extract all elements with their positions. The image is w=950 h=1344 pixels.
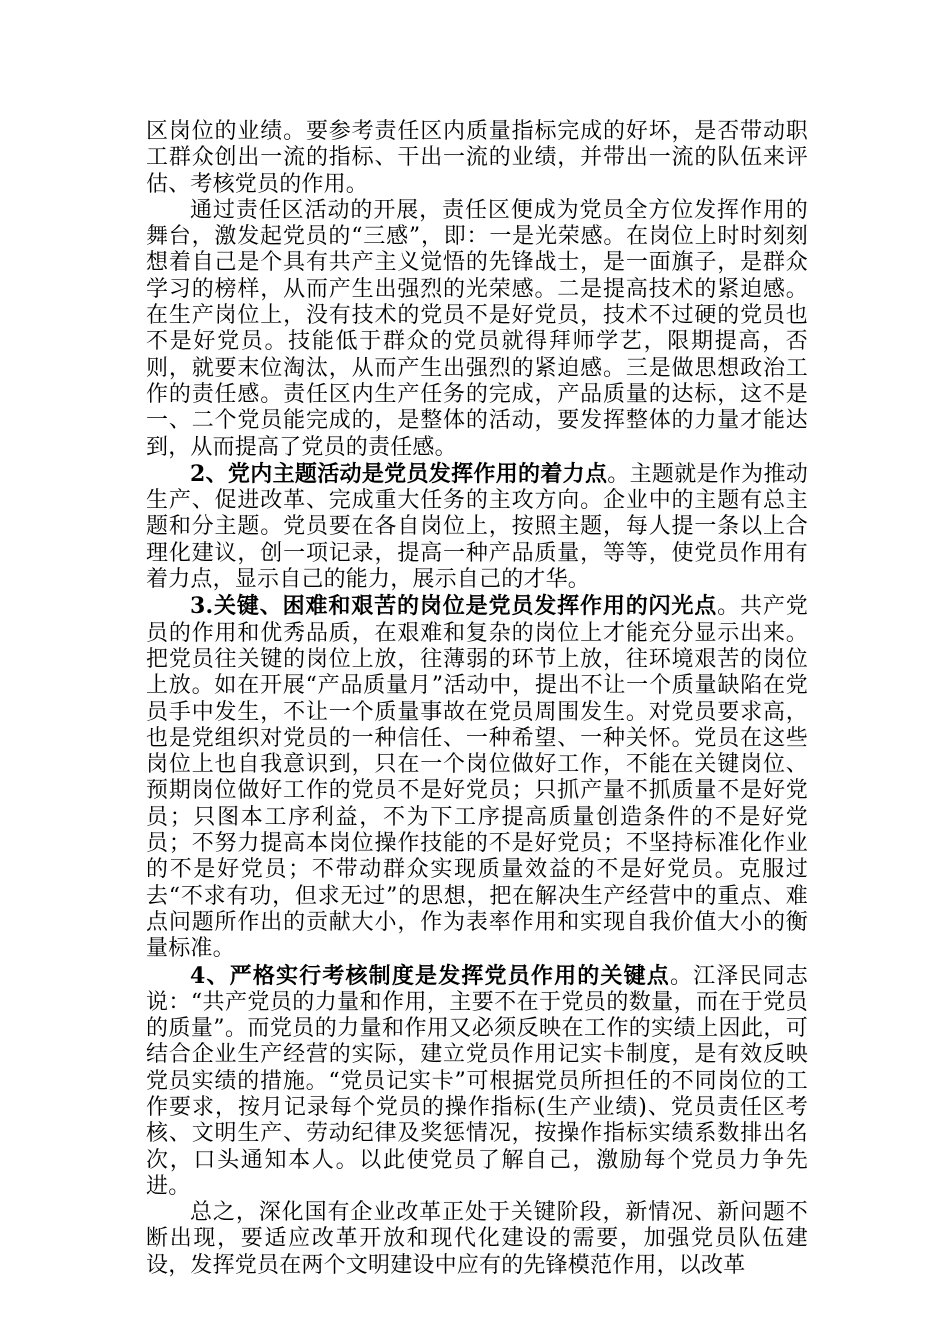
paragraph-1 [146,119,808,198]
paragraph-3-text: 。主题就是作为推动生产、促进改革、完成重大任务的主攻方向。企业中的主题有总主题和分主题。党员要在各自岗位上，按照主题，每人提一条以上合理化建议，创一项记录，提高一种产品质量，等等，使党员作用有着力点，显示自己的能力，展示自己的才华。 [146,461,808,593]
paragraph-6 [146,1200,808,1279]
paragraph-3-heading: 2、党内主题活动是党员发挥作用的着力点 [190,460,608,487]
paragraph-5 [146,963,808,1201]
paragraph-4-text: 。共产党员的作用和优秀品质，在艰难和复杂的岗位上才能充分显示出来。把党员往关键的岗位上放，往薄弱的环节上放，往环境艰苦的岗位上放。如在开展“产品质量月”活动中，提出不让一个质量缺陷在党员手中发生，不让一个质量事故在党员周围发生。对党员要求高，也是党组织对党员的一种信任、一种希望、一种关怀。党员在这些岗位上也自我意识到，只在一个岗位做好工作，不能在关键岗位、预期岗位做好工作的党员不是好党员；只抓产量不抓质量不是好党员；只图本工序利益，不为下工序提高质量创造条件的不是好党员；不努力提高本岗位操作技能的不是好党员；不坚持标准化作业的不是好党员；不带动群众实现质量效益的不是好党员。克服过去“不求有功，但求无过”的思想，把在解决生产经营中的重点、难点问题所作出的贡献大小，作为表率作用和实现自我价值大小的衡量标准。 [146,594,808,962]
paragraph-3 [146,461,808,593]
paragraph-5-text: 。江泽民同志说：“共产党员的力量和作用，主要不在于党员的数量，而在于党员的质量”。而党员的力量和作用又必须反映在工作的实绩上因此，可结合企业生产经营的实际，建立党员作用记实卡制度，是有效反映党员实绩的措施。“党员记实卡”可根据党员所担任的不同岗位的工作要求，按月记录每个党员的操作指标(生产业绩)、党员责任区考核、文明生产、劳动纪律及奖惩情况，按操作指标实绩系数排出名次，口头通知本人。以此使党员了解自己，激励每个党员力争先进。 [146,963,808,1199]
paragraph-2-text: 通过责任区活动的开展，责任区便成为党员全方位发挥作用的舞台，激发起党员的“三感”，即：一是光荣感。在岗位上时时刻刻想着自己是个具有共产主义觉悟的先锋战士，是一面旗子，是群众学习的榜样，从而产生出强烈的光荣感。二是提高技术的紧迫感。在生产岗位上，没有技术的党员不是好党员，技术不过硬的党员也不是好党员。技能低于群众的党员就得拜师学艺，限期提高，否则，就要末位淘汰，从而产生出强烈的紧迫感。三是做思想政治工作的责任感。责任区内生产任务的完成，产品质量的达标，这不是一、二个党员能完成的，是整体的活动，要发挥整体的力量才能达到，从而提高了党员的责任感。 [146,197,808,460]
paragraph-2 [146,198,808,461]
paragraph-6-text: 总之，深化国有企业改革正处于关键阶段，新情况、新问题不断出现，要适应改革开放和现代化建设的需要，加强党员队伍建设，发挥党员在两个文明建设中应有的先锋模范作用，以改革 [146,1200,808,1278]
paragraph-5-heading: 4、严格实行考核制度是发挥党员作用的关键点 [190,962,670,989]
paragraph-4-heading: 3.关键、困难和艰苦的岗位是党员发挥作用的闪光点 [190,593,718,620]
document-body [146,119,808,1279]
paragraph-1-text: 区岗位的业绩。要参考责任区内质量指标完成的好坏，是否带动职工群众创出一流的指标、干出一流的业绩，并带出一流的队伍来评估、考核党员的作用。 [146,119,808,197]
paragraph-4 [146,593,808,962]
